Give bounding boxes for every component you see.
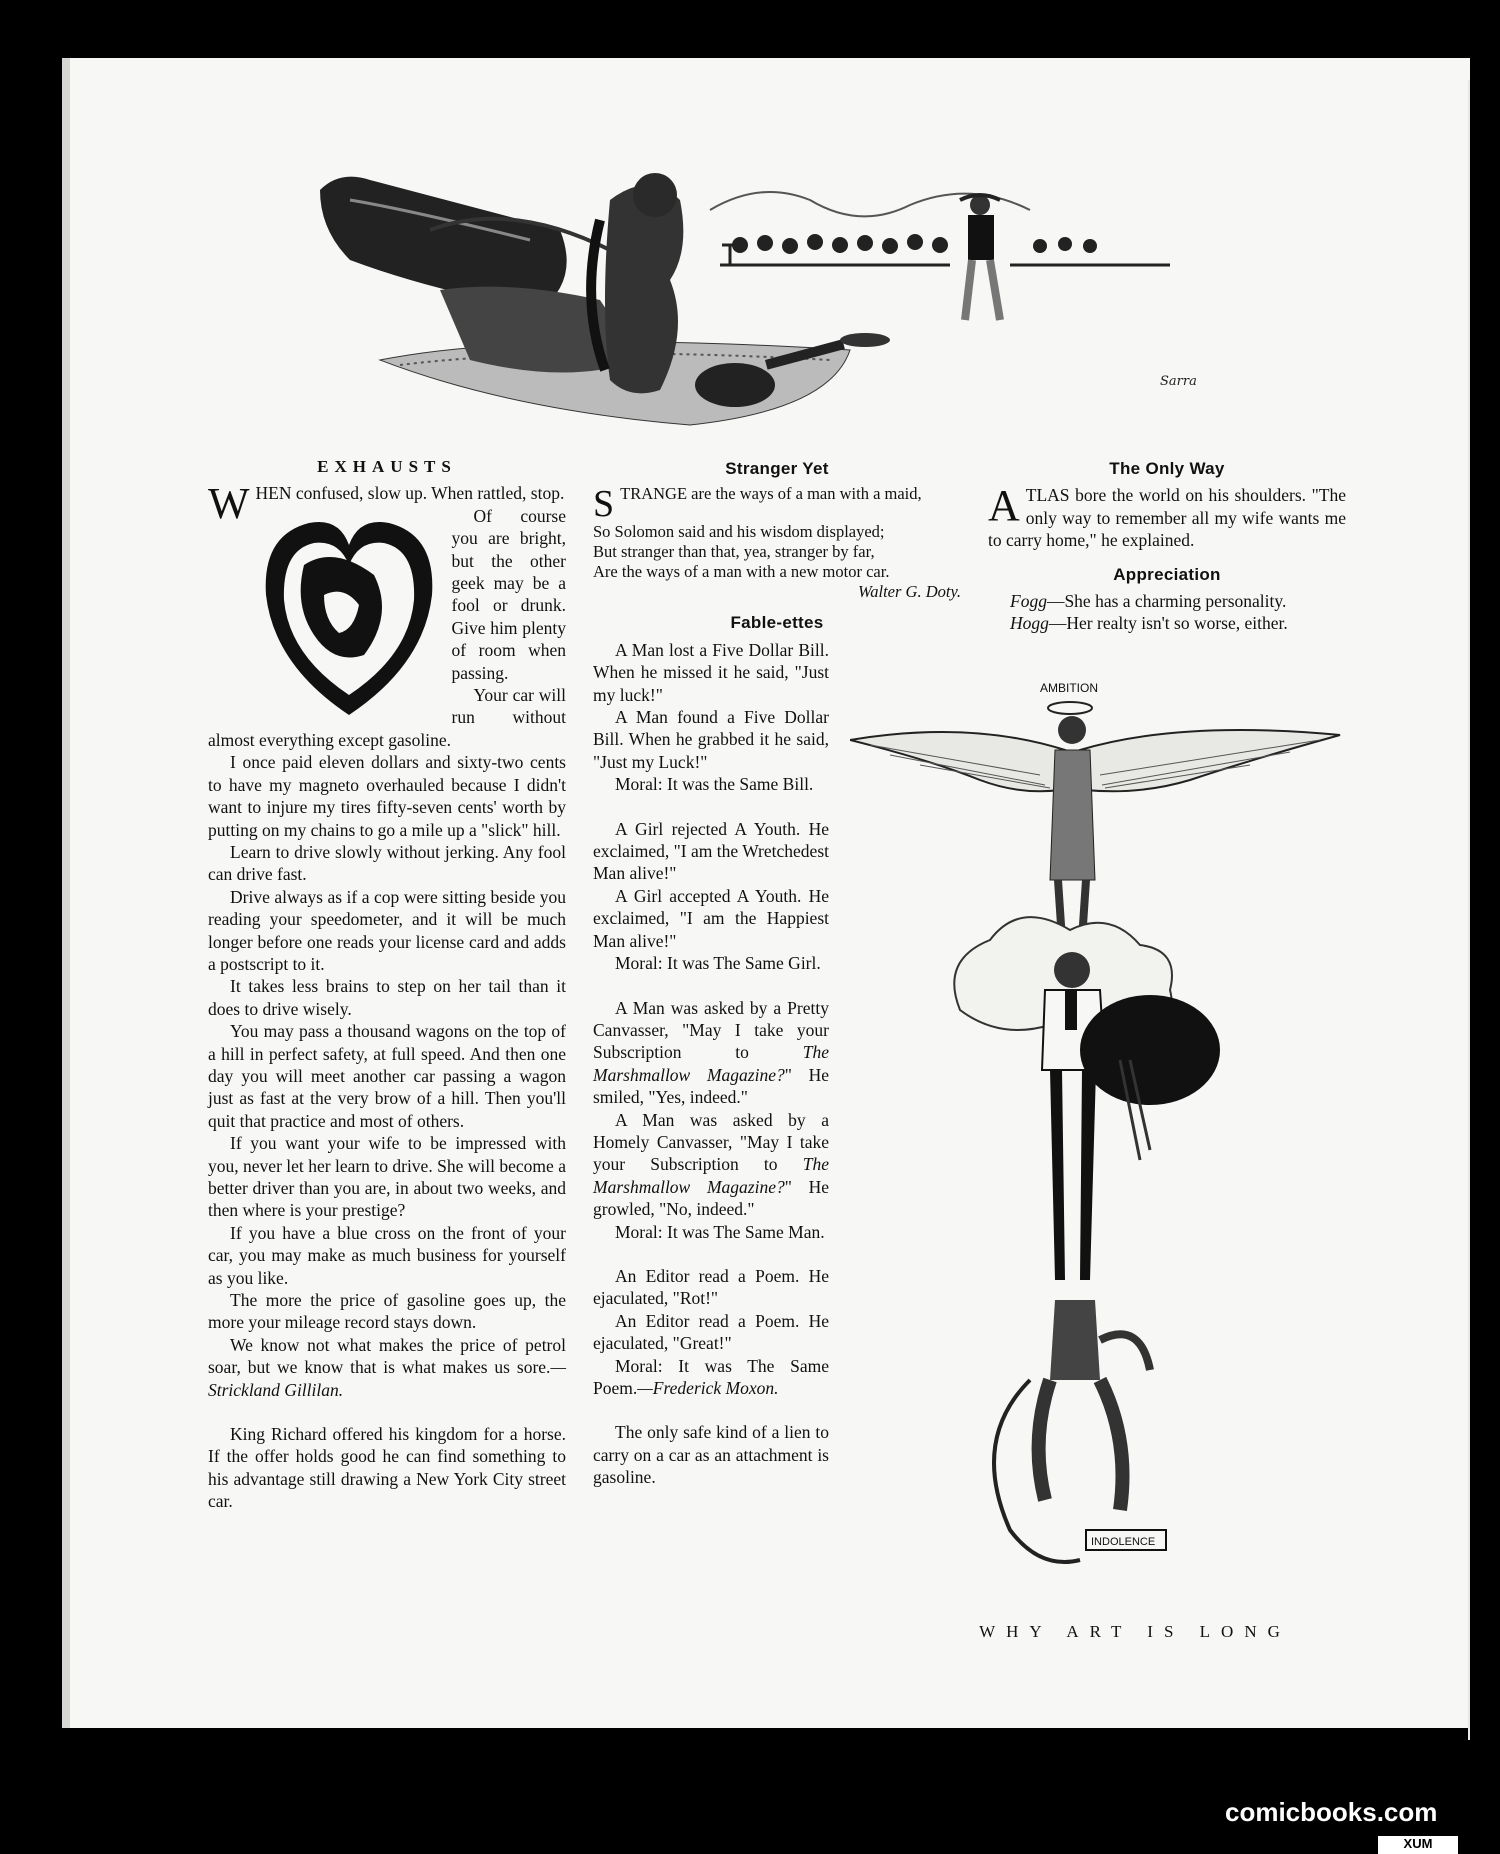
dropcap-a: A [988, 481, 1020, 531]
cartoon-caption: WHY ART IS LONG [979, 1622, 1291, 1641]
corner-tab: XUM [1378, 1836, 1458, 1854]
exhausts-column [208, 456, 566, 1513]
page-edge [62, 58, 70, 1728]
artist-signature: Sarra [1160, 374, 1197, 389]
appreciation-hogg: Hogg—Her realty isn't so worse, either. [1010, 613, 1288, 634]
site-watermark: comicbooks.com [1225, 1797, 1438, 1827]
exhausts-paragraph: The more the price of gasoline goes up, the more your mileage record stays down. [208, 1290, 566, 1333]
exhausts-paragraph: We know not what makes the price of petrol soar, but we know that is what makes us sore.—Strickland Gillilan. [208, 1334, 566, 1400]
scan-border [1470, 58, 1500, 1758]
stranger-yet-title: Stranger Yet [725, 459, 829, 478]
exhausts-paragraph: Your car will run without almost everything except gasoline. [208, 685, 566, 750]
exhausts-paragraph: Of course you are bright, but the other geek may be a fool or drunk. Give him plenty of room when passing. [451, 505, 566, 683]
exhausts-paragraph: It takes less brains to step on her tail than it does to drive wisely. [208, 976, 566, 1019]
only-way-title: The Only Way [1109, 459, 1225, 478]
stranger-yet-poem: STRANGE are the ways of a man with a maid, So Solomon said and his wisdom displayed; But stranger than that, yea, stranger by far, Are the ways of a man with a new motor car. Walter G. Doty. [593, 483, 961, 602]
stranger-yet-author: Walter G. Doty. [858, 582, 961, 602]
exhausts-paragraph: You may pass a thousand wagons on the top of a hill in perfect safety, at full speed. And then one day you will meet another car passing a wagon just as fast at the very brow of a hill. Then you'll quit that practice and most of others. [208, 1021, 566, 1131]
fable-ettes-title: Fable-ettes [730, 613, 824, 633]
exhausts-paragraph: I once paid eleven dollars and sixty-two cents to have my magneto overhauled because I didn't want to injure my tires fifty-seven cents' worth by putting on my chains to go a mile up a "slick" hill. [208, 752, 566, 840]
only-way-text: ATLAS bore the world on his shoulders. "The only way to remember all my wife wants me to carry home," he explained. [988, 481, 1346, 551]
right-column [988, 458, 1346, 635]
ambition-label: AMBITION [1040, 681, 1099, 695]
indolence-label: INDOLENCE [1091, 1536, 1156, 1548]
king-richard-joke: King Richard offered his kingdom for a horse. If the offer holds good he can find something to his advantage still drawing a New York City street car. [208, 1424, 566, 1512]
ambition-indolence-cartoon [850, 680, 1350, 1620]
exhausts-paragraph: Learn to drive slowly without jerking. Any fool can drive fast. [208, 841, 566, 885]
dropcap-s: S [593, 483, 615, 526]
fables-author: —Frederick Moxon. [637, 1378, 779, 1398]
fables-text: A Man lost a Five Dollar Bill. When he missed it he said, "Just my luck!" A Man found a Five Dollar Bill. When he grabbed it he said, "Just my Luck!" Moral: It was the Same Bill. A Girl rejected A Youth. He exclaimed, "I am the Wretchedest Man alive!" A Girl accepted A Youth. He exclaimed, "I am the Happiest Man alive!" Moral: It was The Same Girl. A Man was asked by a Pretty Canvasser, "May I take your Subscription to The Marshmallow Magazine?" He smiled, "Yes, indeed." A Man was asked by a Homely Canvasser, "May I take your Subscription to The Marshmallow Magazine?" He growled, "No, indeed." Moral: It was The Same Man. An Editor read a Poem. He ejaculated, "Rot!" An Editor read a Poem. He ejaculated, "Great!" Moral: It was The Same Poem.—Frederick Moxon. The only safe kind of a lien to carry on a car as an attachment is gasoline. [593, 639, 829, 1488]
dropcap-w: W [208, 479, 250, 529]
exhausts-paragraph: If you want your wife to be impressed with you, never let her learn to drive. She will become a better driver than you are, in about two weeks, and then where is your prestige? [208, 1133, 566, 1221]
exhausts-paragraph: Drive always as if a cop were sitting beside you reading your speedometer, and it will be much longer before one reads your license card and adds a postscript to it. [208, 886, 566, 974]
hula-girl-illustration [310, 160, 1240, 430]
appreciation-title: Appreciation [1113, 564, 1221, 584]
lien-joke: The only safe kind of a lien to carry on a car as an attachment is gasoline. [593, 1422, 829, 1488]
appreciation-fogg: Fogg—She has a charming personality. [1010, 591, 1287, 612]
exhausts-opening: WHEN confused, slow up. When rattled, stop. [208, 479, 565, 529]
exhausts-title: EXHAUSTS [317, 457, 457, 476]
heart-portrait-icon [254, 505, 444, 725]
exhausts-paragraph: If you have a blue cross on the front of your car, you may make as much business for yourself as you like. [208, 1222, 566, 1288]
exhausts-author: —Strickland Gillilan. [208, 1357, 566, 1400]
